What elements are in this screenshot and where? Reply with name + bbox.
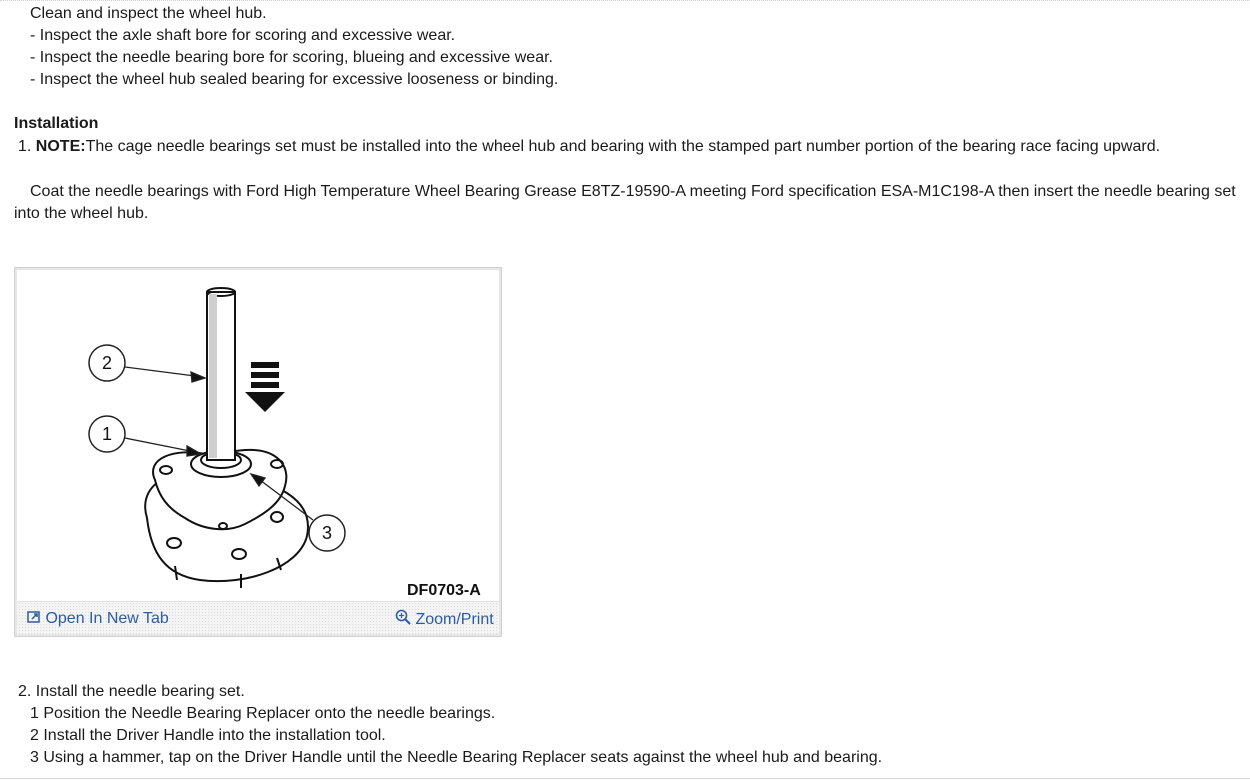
zoom-print-link[interactable] xyxy=(395,609,494,630)
figure-toolbar xyxy=(15,601,501,636)
open-in-new-tab-label: Open In New Tab xyxy=(45,610,169,627)
bottom-divider xyxy=(0,778,1250,779)
magnifier-icon xyxy=(395,609,411,625)
clean-inspect-step: Clean and inspect the wheel hub. xyxy=(30,5,267,22)
step-1-number: 1. xyxy=(18,138,32,155)
step-1-note xyxy=(18,137,1160,157)
inspect-bullet-1: - Inspect the axle shaft bore for scoring and excessive wear. xyxy=(30,27,456,44)
step-2-substep-1: 1 Position the Needle Bearing Replacer onto the needle bearings. xyxy=(30,705,496,722)
coat-instruction-line-1: Coat the needle bearings with Ford High Temperature Wheel Bearing Grease E8TZ-19590-A meeting Ford specification ESA-M1C198-A then insert the needle bearing set xyxy=(30,183,1236,200)
step-2-substep-2: 2 Install the Driver Handle into the installation tool. xyxy=(30,727,386,744)
top-divider xyxy=(0,0,1250,1)
callout-1-label: 1 xyxy=(101,424,113,444)
zoom-print-label: Zoom/Print xyxy=(415,611,494,628)
step-2-title: 2. Install the needle bearing set. xyxy=(18,683,245,700)
wheel-hub-illustration xyxy=(15,268,501,602)
figure-code: DF0703-A xyxy=(407,582,481,599)
open-new-tab-icon xyxy=(27,610,41,624)
coat-instruction-line-2: into the wheel hub. xyxy=(14,205,149,222)
inspect-bullet-2: - Inspect the needle bearing bore for scoring, blueing and excessive wear. xyxy=(30,49,553,66)
note-text: The cage needle bearings set must be installed into the wheel hub and bearing with the stamped part number portion of the bearing race facing upward. xyxy=(85,138,1161,155)
inspect-bullet-3: - Inspect the wheel hub sealed bearing for excessive looseness or binding. xyxy=(30,71,559,88)
step-2-substep-3: 3 Using a hammer, tap on the Driver Handle until the Needle Bearing Replacer seats against the wheel hub and bearing. xyxy=(30,749,883,766)
figure-df0703 xyxy=(14,267,502,637)
note-label: NOTE: xyxy=(35,138,86,155)
installation-heading: Installation xyxy=(14,115,99,132)
open-in-new-tab-link[interactable] xyxy=(27,609,169,629)
callout-2-label: 2 xyxy=(101,353,113,373)
callout-3-label: 3 xyxy=(321,523,333,543)
